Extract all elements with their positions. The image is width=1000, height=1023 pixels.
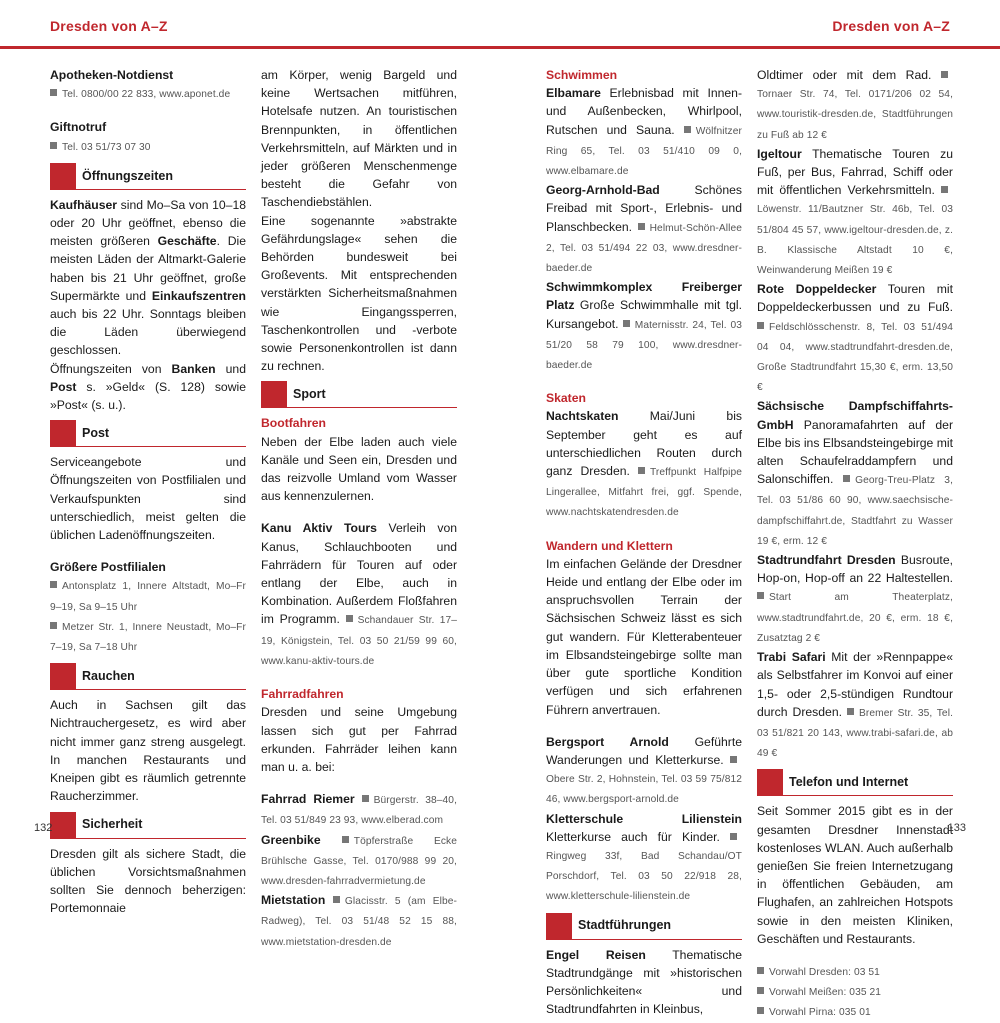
- entry: Engel Reisen Thematische Stadtrundgänge mit »historischen Persönlichkeiten« und Stadtrundfahrten in Kleinbus,: [546, 947, 742, 1017]
- section-title: Sicherheit: [82, 817, 143, 832]
- entry-meta: Metzer Str. 1, Innere Neustadt, Mo–Fr 7–19, Sa 7–18 Uhr: [50, 621, 246, 654]
- bullet-square-icon: [50, 581, 57, 588]
- section-title: Öffnungszeiten: [82, 168, 173, 183]
- section-heading-telefon-internet: [757, 769, 953, 796]
- bullet-square-icon: [730, 833, 737, 840]
- bullet-square-icon: [757, 1007, 764, 1014]
- paragraph: Öffnungszeiten von Banken und Post s. »Geld« (S. 128) sowie »Post« (s. u.).: [50, 361, 246, 413]
- subheading: Fahrradfahren: [261, 687, 344, 702]
- bullet-square-icon: [757, 322, 764, 329]
- entry: Greenbike Töpferstraße Ecke Brühlsche Gasse, Tel. 0170/988 99 20, www.dresden-fahrradvermietung.de: [261, 832, 458, 887]
- section-heading-rauchen: [50, 663, 246, 690]
- paragraph: Neben der Elbe laden auch viele Kanäle und Seen ein, Dresden und das reizvolle Umland vom Wasser aus kennenzulernen.: [261, 434, 457, 504]
- section-marker-icon: [50, 163, 76, 189]
- subheading: Wandern und Klettern: [546, 538, 673, 553]
- entry: Kletterschule Lilienstein Kletterkurse auch für Kinder. Ringweg 33f, Bad Schandau/OT Porschdorf, Tel. 03 50 22/918 28, www.kletterschule-lilienstein.de: [546, 811, 742, 903]
- column-2: [261, 66, 457, 952]
- bullet-square-icon: [638, 223, 645, 230]
- entry: Nachtskaten Mai/Juni bis September geht es auf unterschiedlichen Routen durch ganz Dresden. Treffpunkt Halfpipe Lingerallee, Mitfahrt frei, ggf. Spende, www.nachtskatendresden.de: [546, 409, 742, 519]
- running-header-right: Dresden von A–Z: [832, 18, 950, 34]
- paragraph: Eine sogenannte »abstrakte Gefährdungslage« sehen die Behörden bundesweit bei Großevents. Mit entsprechenden verstärkten Sicherheitsmaßnahmen wie Eingangssperren, Taschenkontrollen und -verbote sowie Personenkontrollen ist dann zu rechnen.: [261, 213, 457, 374]
- entry: Trabi Safari Mit der »Rennpappe« als Selbstfahrer im Konvoi auf einer 1,5- oder 2,5-stündigen Rundtour durch Dresden. Bremer Str. 35, Tel. 03 51/821 20 143, www.trabi-safari.de, ab 49 €: [757, 650, 953, 760]
- section-marker-icon: [50, 812, 76, 838]
- section-heading-oeffnungszeiten: [50, 163, 246, 190]
- entry: Bergsport Arnold Geführte Wanderungen und Kletterkurse. Obere Str. 2, Hohnstein, Tel. 03 59 75/812 46, www.bergsport-arnold.de: [546, 734, 742, 806]
- entry: Igeltour Thematische Touren zu Fuß, per Bus, Fahrrad, Schiff oder mit öffentlichen Verkehrsmitteln. Löwenstr. 11/Bautzner Str. 46b, Tel. 03 51/804 45 57, www.igeltour-dresden.de, z. B. Klassische Altstadt 10 €, Weinwanderung Meißen 19 €: [757, 146, 953, 277]
- section-title: Post: [82, 426, 110, 441]
- bullet-square-icon: [50, 622, 57, 629]
- bullet-square-icon: [941, 71, 948, 78]
- entry: Fahrrad Riemer Bürgerstr. 38–40, Tel. 03 51/849 23 93, www.elberad.com: [261, 792, 457, 827]
- section-marker-icon: [757, 769, 783, 795]
- paragraph: am Körper, wenig Bargeld und keine Wertsachen mitführen, Hotelsafe nutzen. An touristischen Brennpunkten, in öffentlichen Verkehrsmitteln, auf Märkten und in jeder größeren Menschenmenge besteht die Gefahr von Taschendiebstählen.: [261, 68, 457, 210]
- entry-title: Apotheken-Notdienst: [50, 68, 174, 82]
- column-4: [757, 66, 953, 1023]
- entry-meta: Vorwahl Meißen: 035 21: [769, 987, 882, 999]
- bullet-square-icon: [346, 615, 353, 622]
- entry: Sächsische Dampfschiffahrts-GmbH Panoramafahrten auf der Elbe bis ins Elbsandsteingebirge mit alten Schaufelraddampfern und Salonschiffen. Georg-Treu-Platz 3, Tel. 03 51/86 60 90, www.saechsische-dampfschiffahrt.de, Stadtfahrt zu Wasser 19 €, erm. 12 €: [757, 399, 953, 547]
- paragraph: Kaufhäuser sind Mo–Sa von 10–18 oder 20 Uhr geöffnet, ebenso die meisten größeren Geschäfte. Die meisten Läden der Altmarkt-Galerie haben bis 21 Uhr geöffnet, große Supermärkte und Einkaufszentren auch bis 22 Uhr. Sonntags bleiben die Läden überwiegend geschlossen.: [50, 197, 247, 358]
- entry-meta: Tel. 0800/00 22 833, www.aponet.de: [62, 89, 231, 101]
- section-heading-sicherheit: [50, 812, 246, 839]
- paragraph: Im einfachen Gelände der Dresdner Heide und entlang der Elbe oder im anspruchsvollen Terrain der Sächsischen Schweiz lässt es sich gut wandern. Für Kletterabenteuer im Elbsandsteingebirge sollte man über gute sportliche Kondition verfügen und sich erfahrenen Führern anvertrauen.: [546, 556, 742, 717]
- entry-title: Giftnotruf: [50, 120, 107, 135]
- entry: Schwimmkomplex Freiberger Platz Große Schwimmhalle mit tgl. Kursangebot. Maternisstr. 24, Tel. 03 51/20 58 79 100, www.dresdner-baeder.de: [546, 280, 743, 372]
- entry-meta: Antonsplatz 1, Innere Altstadt, Mo–Fr 9–19, Sa 9–15 Uhr: [50, 581, 246, 613]
- bullet-square-icon: [843, 475, 850, 482]
- section-title: Rauchen: [82, 669, 135, 684]
- bullet-square-icon: [50, 89, 57, 96]
- bullet-square-icon: [941, 186, 948, 193]
- bullet-square-icon: [623, 320, 630, 327]
- paragraph: Dresden gilt als sichere Stadt, die üblichen Vorsichtsmaßnahmen sollten Sie dennoch beherzigen: Portemonnaie: [50, 846, 246, 916]
- column-3: [546, 66, 742, 1018]
- section-title: Stadtführungen: [578, 918, 672, 933]
- section-marker-icon: [50, 663, 76, 689]
- paragraph: Seit Sommer 2015 gibt es in der gesamten Dresdner Innenstadt kostenloses WLAN. Auch außerhalb genießen Sie freien Internetzugang in öffentlichen Gebäuden, am Flughafen, an zahlreichen Hotspots sowie in den meisten Kliniken, Geschäften und Restaurants.: [757, 804, 953, 946]
- column-1: [50, 66, 246, 917]
- entry: Rote Doppeldecker Touren mit Doppeldeckerbussen und zu Fuß. Feldschlösschenstr. 8, Tel. 03 51/494 04 04, www.stadtrundfahrt-dresden.de, Große Stadtrundfahrt 15,30 €, erm. 13,50 €: [757, 282, 953, 394]
- entry: Kanu Aktiv Tours Verleih von Kanus, Schlauchbooten und Fahrrädern für Touren auf oder entlang der Elbe, auch in Kombination. Außerdem Floßfahren im Programm. Schandauer Str. 17–19, Königstein, Tel. 03 50 21/59 99 60, www.kanu-aktiv-tours.de: [261, 521, 458, 667]
- bullet-square-icon: [757, 592, 764, 599]
- bullet-square-icon: [730, 756, 737, 763]
- header-rule: [0, 46, 1000, 49]
- paragraph: Auch in Sachsen gilt das Nichtrauchergesetz, es wird aber nicht immer ganz streng ausgelegt. In manchen Restaurants und Kneipen gibt es räumlich getrennte Raucherzimmer.: [50, 698, 246, 804]
- bullet-square-icon: [757, 967, 764, 974]
- entry-title: Größere Postfilialen: [50, 560, 166, 575]
- page-number-right: 133: [947, 822, 966, 834]
- entry-meta: Vorwahl Dresden: 03 51: [769, 966, 880, 978]
- section-heading-stadtfuehrungen: [546, 913, 742, 940]
- section-heading-sport: [261, 381, 457, 408]
- subheading: Schwimmen: [546, 68, 618, 82]
- entry-meta: Tel. 03 51/73 07 30: [62, 141, 151, 153]
- paragraph: Serviceangebote und Öffnungszeiten von Postfilialen und Verkaufspunkten sind unterschiedlich, meist gelten die üblichen Ladenöffnungszeiten.: [50, 455, 246, 543]
- subheading: Skaten: [546, 391, 586, 406]
- page-number-left: 132: [34, 822, 53, 834]
- entry-meta: Vorwahl Pirna: 035 01: [769, 1007, 871, 1019]
- entry: Georg-Arnhold-Bad Schönes Freibad mit Sport-, Erlebnis- und Planschbecken. Helmut-Schön-Allee 2, Tel. 03 51/494 22 03, www.dresdner-baeder.de: [546, 183, 742, 275]
- bullet-square-icon: [684, 126, 691, 133]
- section-title: Telefon und Internet: [789, 775, 909, 790]
- entry: Mietstation Glacisstr. 5 (am Elbe-Radweg), Tel. 03 51/48 52 15 88, www.mietstation-dresden.de: [261, 893, 457, 948]
- bullet-square-icon: [847, 708, 854, 715]
- bullet-square-icon: [50, 142, 57, 149]
- entry: Stadtrundfahrt Dresden Busroute, Hop-on, Hop-off an 22 Haltestellen. Start am Theaterplatz, www.stadtrundfahrt.de, 20 €, erm. 18 €, Zusatztag 2 €: [757, 553, 953, 644]
- subheading: Bootfahren: [261, 416, 326, 431]
- running-header-left: Dresden von A–Z: [50, 18, 168, 34]
- entry: Oldtimer oder mit dem Rad. Tornaer Str. 74, Tel. 0171/206 02 54, www.touristik-dresden.de, Stadtführungen zu Fuß ab 12 €: [757, 68, 953, 141]
- bullet-square-icon: [342, 836, 349, 843]
- section-heading-post: [50, 420, 246, 447]
- entry: Elbamare Erlebnisbad mit Innen- und Außenbecken, Whirlpool, Rutschen und Sauna. Wölfnitzer Ring 65, Tel. 03 51/410 09 0, www.elbamare.de: [546, 86, 742, 178]
- bullet-square-icon: [757, 987, 764, 994]
- section-title: Sport: [293, 387, 326, 402]
- paragraph: Dresden und seine Umgebung lassen sich gut per Fahrrad erkunden. Fahrräder leihen kann man u. a. bei:: [261, 705, 457, 774]
- bullet-square-icon: [333, 896, 340, 903]
- section-marker-icon: [546, 913, 572, 939]
- bullet-square-icon: [638, 467, 645, 474]
- section-marker-icon: [50, 420, 76, 446]
- bullet-square-icon: [362, 795, 369, 802]
- section-marker-icon: [261, 381, 287, 407]
